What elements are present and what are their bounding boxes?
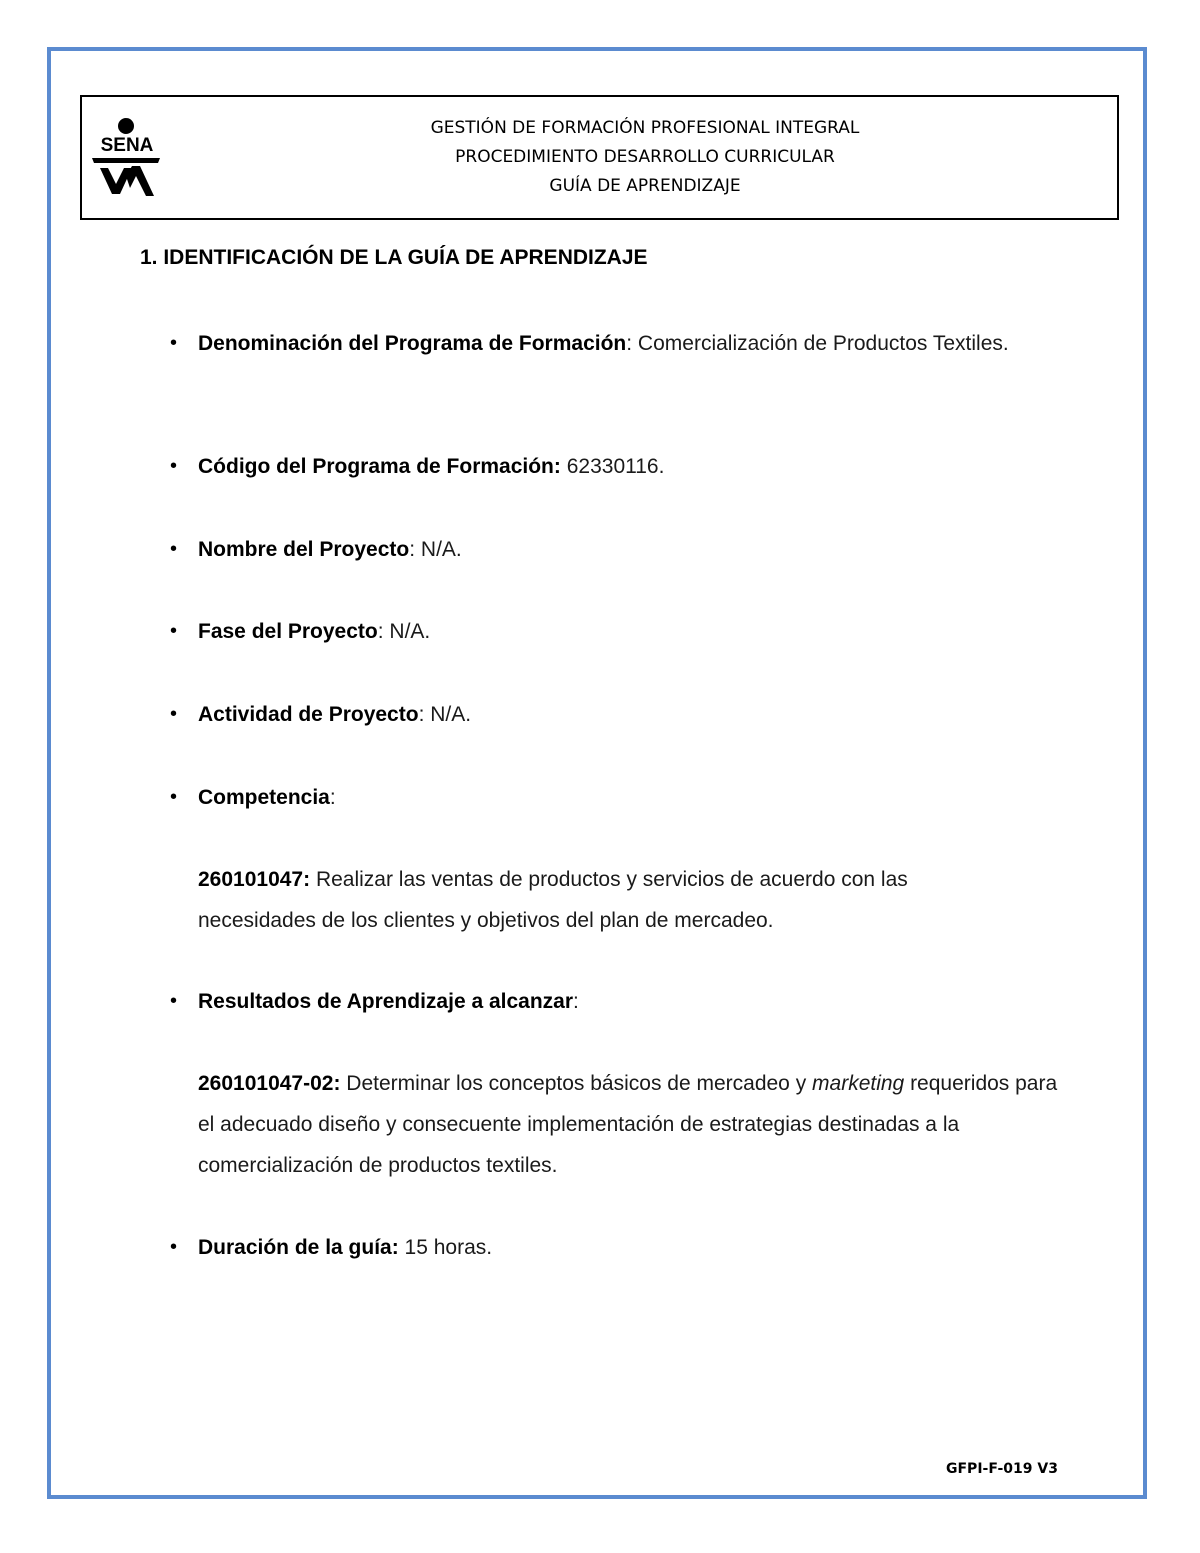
list-item-nombre-proyecto [170, 529, 1060, 570]
item-value: : [573, 990, 579, 1013]
competencia-text: Realizar las ventas de productos y servicios de acuerdo con las necesidades de los clientes y objetivos del plan de mercadeo. [198, 868, 908, 932]
bullet-icon: • [170, 332, 178, 354]
list-item-resultados [170, 981, 1060, 1022]
footer-form-code: GFPI-F-019 V3 [946, 1461, 1058, 1477]
item-value: : N/A. [409, 538, 462, 561]
item-value: : N/A. [377, 620, 431, 643]
header-line-3: GUÍA DE APRENDIZAJE [549, 176, 741, 196]
bullet-icon: • [170, 455, 178, 477]
list-item-codigo [170, 446, 1060, 487]
resultado-italic: marketing [812, 1072, 905, 1095]
resultado-text-after: requeridos para el adecuado diseño y consecuente implementación de estrategias destinadas a la comercialización de productos textiles. [198, 1072, 1058, 1177]
list-item-actividad-proyecto [170, 694, 1060, 735]
header-titles [180, 114, 1110, 201]
header-line-2: PROCEDIMIENTO DESARROLLO CURRICULAR [455, 147, 835, 167]
bullet-icon: • [170, 786, 178, 808]
sena-logo [86, 116, 172, 202]
item-value: : N/A. [418, 703, 472, 726]
item-label: Fase del Proyecto [198, 620, 378, 643]
section-title: 1. IDENTIFICACIÓN DE LA GUÍA DE APRENDIZAJE [140, 246, 648, 269]
bullet-icon: • [170, 990, 178, 1012]
resultado-code: 260101047-02: [198, 1072, 341, 1095]
bullet-icon: • [170, 703, 178, 725]
resultado-text-before: Determinar los conceptos básicos de mercadeo y [340, 1072, 813, 1095]
item-label: Duración de la guía: [198, 1236, 399, 1259]
item-label: Nombre del Proyecto [198, 538, 410, 561]
item-label: Denominación del Programa de Formación [198, 332, 627, 355]
competencia-paragraph [198, 859, 1018, 941]
list-item-fase-proyecto [170, 611, 1060, 652]
list-item-competencia [170, 777, 1060, 818]
bullet-icon: • [170, 620, 178, 642]
bullet-icon: • [170, 538, 178, 560]
bullet-icon: • [170, 1236, 178, 1258]
item-label: Código del Programa de Formación: [198, 455, 561, 478]
item-label: Competencia [198, 786, 330, 809]
header-line-1: GESTIÓN DE FORMACIÓN PROFESIONAL INTEGRAL [430, 118, 860, 138]
competencia-code: 260101047: [198, 868, 311, 891]
item-value: 15 horas. [398, 1236, 493, 1259]
resultado-paragraph [198, 1063, 1073, 1186]
item-value: 62330116. [560, 455, 665, 478]
item-label: Resultados de Aprendizaje a alcanzar [198, 990, 574, 1013]
item-value: : [329, 786, 336, 809]
list-item-duracion [170, 1227, 1060, 1268]
list-item-denominacion [170, 323, 1060, 364]
item-value: : Comercialización de Productos Textiles. [626, 332, 1009, 355]
item-label: Actividad de Proyecto [198, 703, 419, 726]
svg-text:SENA: SENA [100, 135, 154, 156]
